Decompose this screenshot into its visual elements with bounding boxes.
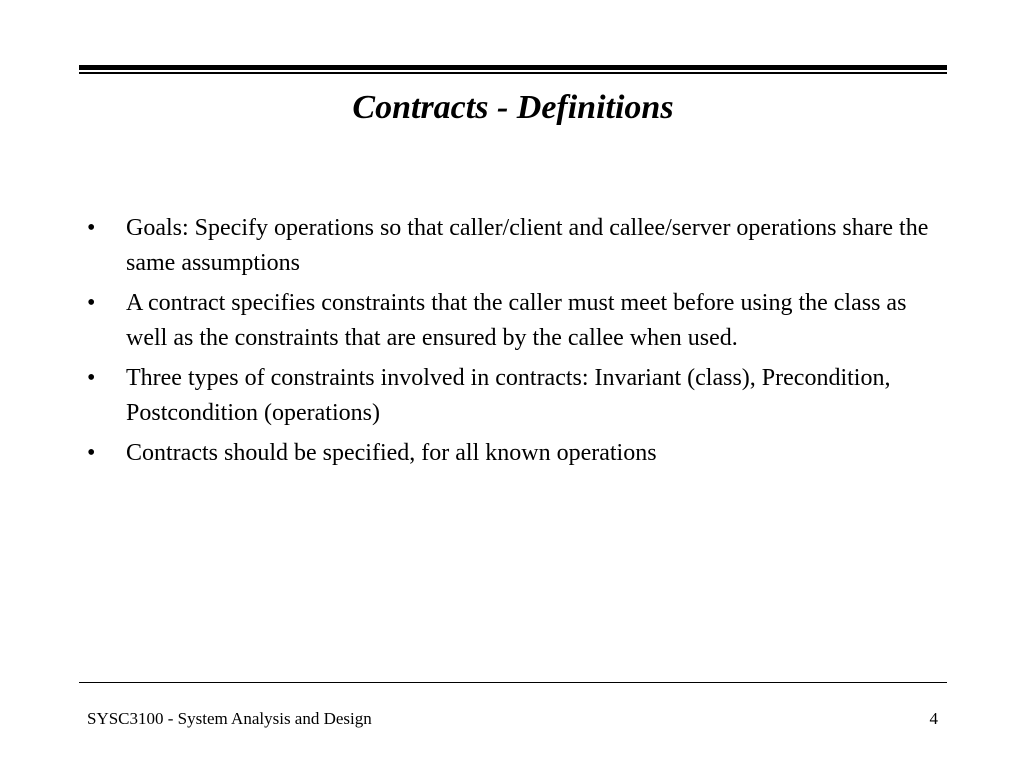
title-divider-thin	[79, 72, 947, 74]
bullet-icon: •	[87, 290, 96, 316]
title-divider-thick	[79, 65, 947, 70]
footer-divider	[79, 682, 947, 683]
bullet-item	[84, 436, 934, 471]
bullet-list	[84, 211, 934, 476]
bullet-text: Three types of constraints involved in contracts: Invariant (class), Precondition, Postcondition (operations)	[126, 365, 891, 426]
slide-title: Contracts - Definitions	[352, 89, 674, 126]
bullet-icon: •	[87, 440, 96, 466]
bullet-text: A contract specifies constraints that the caller must meet before using the class as well as the constraints that are ensured by the callee when used.	[126, 290, 907, 351]
bullet-icon: •	[87, 215, 96, 241]
bullet-icon: •	[87, 365, 96, 391]
bullet-item	[84, 361, 934, 431]
page-number: 4	[929, 709, 938, 728]
bullet-text: Contracts should be specified, for all known operations	[126, 440, 657, 466]
bullet-item	[84, 286, 934, 356]
bullet-item	[84, 211, 934, 281]
bullet-text: Goals: Specify operations so that caller/client and callee/server operations share the same assumptions	[126, 215, 929, 276]
footer-course-title: SYSC3100 - System Analysis and Design	[87, 709, 372, 728]
